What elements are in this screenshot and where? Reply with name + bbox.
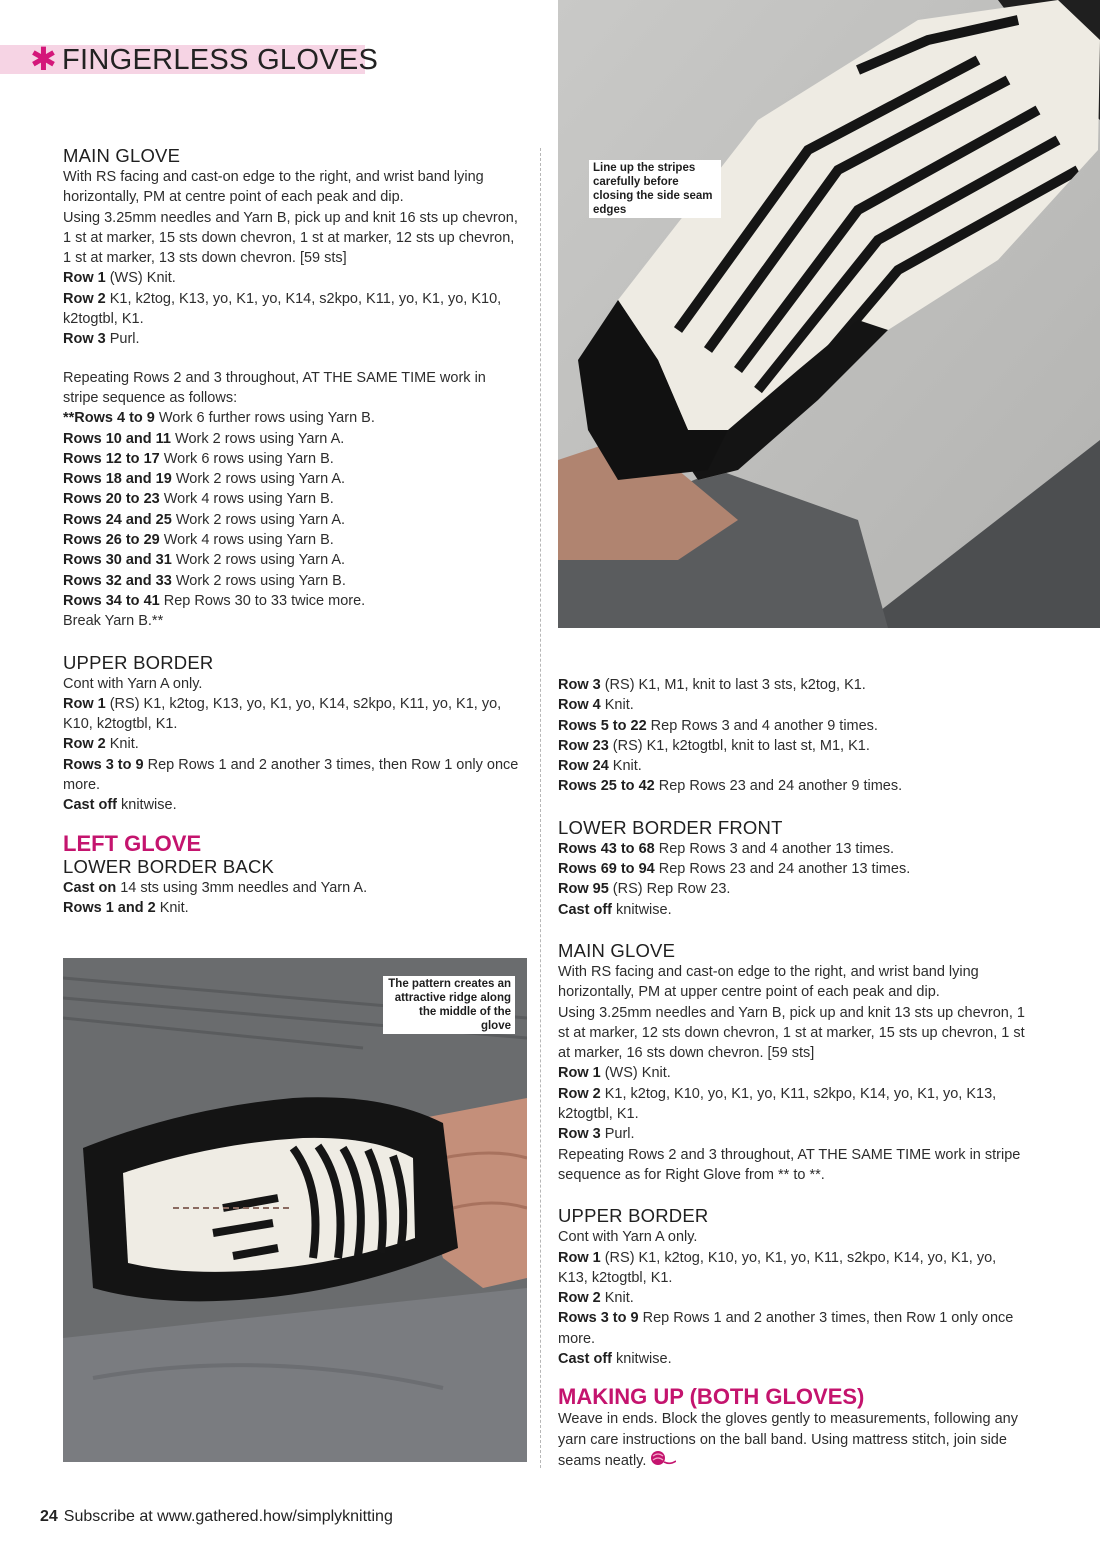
footer-text: Subscribe at www.gathered.how/simplyknitting (63, 1508, 393, 1525)
upper-border-intro: Cont with Yarn A only. (63, 675, 203, 692)
main-glove-intro-right: With RS facing and cast-on edge to the right, and wrist band lying horizontally, PM at upper centre point of each peak and dip. (558, 963, 979, 1001)
instruction-row: Row 1 (RS) K1, k2tog, K10, yo, K1, yo, K11, s2kpo, K14, yo, K1, yo, K13, k2togtbl, K1. (558, 1249, 997, 1286)
instruction-row: Row 1 (RS) K1, k2tog, K13, yo, K1, yo, K14, s2kpo, K11, yo, K1, yo, K10, k2togtbl, K1. (63, 695, 502, 733)
stripe-row: **Rows 4 to 9 Work 6 further rows using Yarn B. (63, 410, 375, 427)
instruction-row: Rows 3 to 9 Rep Rows 1 and 2 another 3 times, then Row 1 only once more. (558, 1310, 1014, 1347)
stripe-row: Rows 32 and 33 Work 2 rows using Yarn B. (63, 572, 346, 589)
instruction-row: Rows 69 to 94 Rep Rows 23 and 24 another 13 times. (558, 861, 911, 878)
repeat-text-right: Repeating Rows 2 and 3 throughout, AT THE SAME TIME work in stripe sequence as for Right Glove from ** to **. (558, 1146, 1021, 1183)
instruction-row: Cast off knitwise. (558, 901, 672, 918)
stripe-row: Rows 10 and 11 Work 2 rows using Yarn A. (63, 430, 345, 447)
instruction-row: Row 2 K1, k2tog, K10, yo, K1, yo, K11, s2kpo, K14, yo, K1, yo, K13, k2togtbl, K1. (558, 1085, 997, 1123)
lower-border-back-heading: LOWER BORDER BACK (63, 855, 275, 877)
flower-icon: ✱ (30, 40, 57, 78)
instruction-row: Cast off knitwise. (558, 1351, 672, 1368)
instruction-row: Rows 5 to 22 Rep Rows 3 and 4 another 9 times. (558, 717, 878, 734)
photo-glove-arm (558, 0, 1100, 628)
instruction-row: Row 1 (WS) Knit. (63, 270, 176, 287)
lower-border-front-heading: LOWER BORDER FRONT (558, 816, 783, 838)
stripe-row: Rows 30 and 31 Work 2 rows using Yarn A. (63, 552, 346, 569)
footer (40, 1507, 393, 1527)
instruction-row: Row 24 Knit. (558, 758, 642, 775)
main-glove-heading: MAIN GLOVE (63, 145, 181, 166)
left-glove-heading: LEFT GLOVE (63, 830, 202, 856)
instruction-row: Row 3 (RS) K1, M1, knit to last 3 sts, k2tog, K1. (558, 677, 866, 693)
instruction-row: Row 1 (WS) Knit. (558, 1065, 671, 1082)
stripe-row: Rows 18 and 19 Work 2 rows using Yarn A. (63, 471, 346, 488)
making-up-text: Weave in ends. Block the gloves gently to measurements, following any yarn care instructions on the ball band. Using mattress stitch, join side seams neatly. (558, 1409, 1028, 1472)
main-glove-intro2-right: Using 3.25mm needles and Yarn B, pick up and knit 13 sts up chevron, 1 st at marker, 12 sts down chevron, 1 st at marker, 15 sts up chevron, 1 st at marker, 16 sts down chevron. [59 sts] (558, 1004, 1025, 1062)
instruction-row: Row 2 Knit. (558, 1290, 634, 1307)
glove-arm-illustration (558, 0, 1100, 628)
instruction-row: Cast on 14 sts using 3mm needles and Yarn A. (63, 879, 368, 896)
instruction-row: Row 2 K1, k2tog, K13, yo, K1, yo, K14, s2kpo, K11, yo, K1, yo, K10, k2togtbl, K1. (63, 290, 502, 328)
instruction-row: Cast off knitwise. (63, 797, 177, 814)
instruction-row: Rows 3 to 9 Rep Rows 1 and 2 another 3 times, then Row 1 only once more. (63, 756, 519, 794)
upper-border-heading: UPPER BORDER (63, 651, 214, 673)
main-glove-intro: With RS facing and cast-on edge to the right, and wrist band lying horizontally, PM at centre point of each peak and dip. (63, 169, 484, 206)
right-column (558, 675, 1028, 1472)
instruction-row: Row 4 Knit. (558, 697, 634, 714)
stripe-row: Rows 26 to 29 Work 4 rows using Yarn B. (63, 532, 334, 549)
making-up-heading: MAKING UP (BOTH GLOVES) (558, 1384, 865, 1410)
column-divider (540, 148, 541, 1468)
photo-caption-top: Line up the stripes carefully before closing the side seam edges (589, 160, 721, 218)
left-column (63, 145, 523, 918)
break-text: Break Yarn B.** (63, 613, 164, 630)
instruction-row: Row 2 Knit. (63, 736, 139, 753)
upper-border-heading-right: UPPER BORDER (558, 1205, 709, 1227)
instruction-row: Rows 25 to 42 Rep Rows 23 and 24 another 9 times. (558, 778, 903, 795)
instruction-row: Row 3 Purl. (558, 1126, 635, 1143)
repeat-text: Repeating Rows 2 and 3 throughout, AT THE SAME TIME work in stripe sequence as follows: (63, 369, 486, 406)
instruction-row: Row 3 Purl. (63, 331, 140, 348)
instruction-row: Row 23 (RS) K1, k2togtbl, knit to last st, M1, K1. (558, 737, 870, 754)
instruction-row: Row 95 (RS) Rep Row 23. (558, 881, 731, 898)
stripe-row: Rows 12 to 17 Work 6 rows using Yarn B. (63, 450, 334, 467)
photo-caption-bottom: The pattern creates an attractive ridge along the middle of the glove (383, 976, 515, 1034)
stripe-row: Rows 20 to 23 Work 4 rows using Yarn B. (63, 491, 334, 508)
upper-border-intro-right: Cont with Yarn A only. (558, 1229, 698, 1246)
instruction-row: Rows 1 and 2 Knit. (63, 899, 189, 916)
stripe-row: Rows 34 to 41 Rep Rows 30 to 33 twice more. (63, 592, 366, 609)
instruction-row: Rows 43 to 68 Rep Rows 3 and 4 another 13 times. (558, 840, 895, 857)
page-number: 24 (40, 1508, 58, 1525)
main-glove-intro2: Using 3.25mm needles and Yarn B, pick up and knit 16 sts up chevron, 1 st at marker, 15 sts down chevron, 1 st at marker, 12 sts up chevron, 1 st at marker, 13 sts down chevron. [59 sts] (63, 209, 518, 267)
stripe-row: Rows 24 and 25 Work 2 rows using Yarn A. (63, 511, 346, 528)
main-glove-heading-right: MAIN GLOVE (558, 939, 676, 961)
page-title: FINGERLESS GLOVES (62, 44, 379, 76)
yarn-ball-icon (650, 1450, 676, 1472)
